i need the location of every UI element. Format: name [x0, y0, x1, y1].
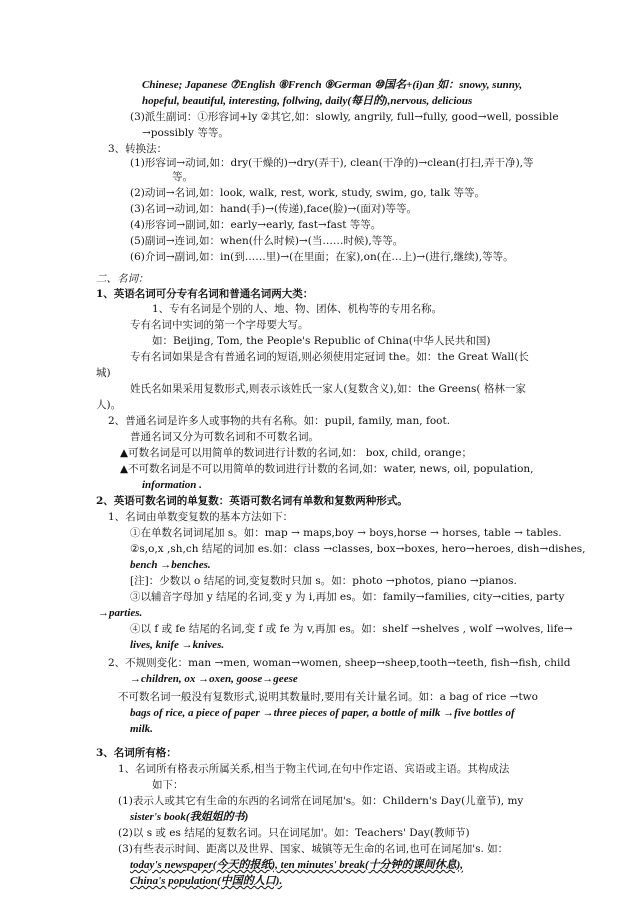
text-segment: 1、英语名词可分专有名词和普通名词两大类：: [96, 288, 314, 300]
text-line: [118, 842, 508, 856]
text-segment: bags of rice, a piece of paper →three pieces of paper, a bottle of milk →five bottles of: [130, 707, 515, 719]
text-line: [98, 606, 142, 620]
text-line: [130, 430, 319, 444]
text-segment: 如：Beijing, Tom, the People's Republic of China(中华人民共和国): [152, 335, 491, 347]
text-line: [130, 526, 562, 540]
text-line: [130, 318, 309, 332]
text-segment: lives, knife →knives.: [130, 639, 225, 651]
text-line: [108, 510, 293, 524]
text-segment: [注]：少数以 o 结尾的词,变复数时只加 s。如：photo →photos, piano →pianos.: [130, 575, 517, 587]
text-line: [130, 706, 515, 720]
text-segment: 2、不规则变化：man →men, woman→women, sheep→sheep,tooth→teeth, fish→fish, child: [108, 657, 571, 669]
text-line: [130, 382, 526, 396]
text-segment: today's newspaper(今天的报纸), ten minutes' break(十分钟的课间休息),: [130, 859, 464, 871]
text-line: [130, 218, 381, 232]
text-line: [96, 398, 121, 412]
text-line: [142, 478, 202, 492]
text-segment: 人)。: [96, 399, 122, 411]
text-line: [152, 302, 442, 316]
text-line: [130, 186, 485, 200]
text-segment: sister's book(我姐姐的书): [130, 811, 249, 823]
text-segment: 3、转换法：: [108, 143, 168, 155]
text-segment: (3)派生副词：①形容词+ly ②其它,如：slowly, angrily, full→fully, good→well, possible: [130, 111, 559, 123]
text-segment: ①在单数名词词尾加 s。如：map → maps,boy → boys,horse → horses, table → tables.: [130, 527, 562, 539]
text-segment: bench →benches.: [130, 559, 211, 571]
text-segment: hopeful, beautiful, interesting, follwing, daily(每日的),nervous, delicious: [142, 95, 473, 107]
text-segment: milk.: [130, 723, 153, 735]
text-line: [130, 542, 586, 556]
text-line: [130, 110, 559, 124]
text-segment: 2、英语可数名词的单复数：英语可数名词有单数和复数两种形式。: [96, 495, 408, 507]
text-segment: Chinese; Japanese ⑦English ⑧French ⑨German ⑩国名+(i)an 如：snowy, sunny,: [142, 79, 523, 91]
text-segment: 专有名词中实词的第一个字母要大写。: [130, 319, 309, 331]
text-line: [130, 156, 534, 170]
section-heading: [96, 272, 149, 286]
section-heading: [96, 494, 408, 508]
text-segment: 不可数名词一般没有复数形式,说明其数量时,要用有关计量名词。如：a bag of rice →two: [118, 691, 538, 703]
section-heading: [96, 746, 177, 760]
text-segment: 姓氏名如果采用复数形式,则表示该姓氏一家人(复数含义),如：the Greens( 格林一家: [130, 383, 526, 395]
text-segment: 城): [96, 367, 111, 379]
text-line: [120, 446, 472, 460]
text-segment: (4)形容词→副词,如：early→early, fast→fast 等等。: [130, 219, 382, 231]
text-line: [120, 462, 534, 476]
text-segment: ②s,o,x ,sh,ch 结尾的词加 es.如：class →classes, box→boxes, hero→heroes, dish→dishes,: [130, 543, 586, 555]
text-line: [142, 94, 472, 108]
text-segment: (1)表示人或其它有生命的东西的名词常在词尾加's。如：Childern's Day(儿童节), my: [118, 795, 524, 807]
text-segment: →parties.: [98, 607, 143, 619]
text-line: [130, 574, 517, 588]
text-segment: →children, ox →oxen, goose→geese: [130, 673, 298, 685]
text-line: [152, 778, 184, 792]
text-segment: information .: [142, 479, 202, 491]
text-segment: (2)以 s 或 es 结尾的复数名词。只在词尾加'。如：Teachers' Day(教师节): [118, 827, 470, 839]
text-segment: (2)动词→名词,如：look, walk, rest, work, study, swim, go, talk 等等。: [130, 187, 486, 199]
text-line: [108, 414, 450, 428]
text-line: [118, 690, 538, 704]
text-line: [130, 202, 417, 216]
subsection-heading: [108, 142, 167, 156]
text-segment: (3)有些表示时间、距离以及世界、国家、城镇等无生命的名词,也可在词尾加's. 如：: [118, 843, 509, 855]
text-segment: 等。: [172, 171, 193, 183]
text-line: [130, 234, 403, 248]
text-line: [130, 638, 224, 652]
text-line: [96, 366, 111, 380]
text-line: [130, 558, 211, 572]
text-segment: 1、名词所有格表示所属关系,相当于物主代词,在句中作定语、宾语或主语。其构成法: [118, 763, 510, 775]
text-segment: ④以 f 或 fe 结尾的名词,变 f 或 fe 为 v,再加 es。如：shelf →shelves , wolf →wolves, life→: [130, 623, 573, 635]
text-segment: 1、名词由单数变复数的基本方法如下：: [108, 511, 294, 523]
text-segment: (6)介词→副词,如：in(到……里)→(在里面；在家),on(在…上)→(进行,继续),等等。: [130, 251, 514, 263]
text-segment: →possibly 等等。: [142, 127, 229, 139]
text-segment: 2、普通名词是许多人或事物的共有名称。如：pupil, family, man, foot.: [108, 415, 451, 427]
text-line: [118, 826, 470, 840]
text-segment: 3、名词所有格：: [96, 747, 177, 759]
text-segment: 1、专有名词是个别的人、地、物、团体、机构等的专用名称。: [152, 303, 443, 315]
text-line: [142, 126, 229, 140]
section-heading: [96, 287, 313, 301]
text-line: [130, 622, 573, 636]
text-line: [130, 810, 248, 824]
text-segment: 二、名词：: [96, 273, 149, 285]
text-segment: China's population(中国的人口).: [130, 875, 283, 887]
text-line: [130, 590, 564, 604]
text-segment: (5)副词→连词,如：when(什么时候)→(当……时候),等等。: [130, 235, 404, 247]
text-segment: ▲不可数名词是不可以用简单的数词进行计数的名词,如：water, news, oil, population,: [120, 463, 534, 475]
text-segment: ③以辅音字母加 y 结尾的名词,变 y 为 i,再加 es。如：family→families, city→cities, party: [130, 591, 565, 603]
text-line: [118, 794, 523, 808]
text-line: [108, 656, 570, 670]
text-segment: 专有名词如果是含有普通名词的短语,则必须使用定冠词 the。如：the Great Wall(长: [130, 351, 529, 363]
text-line: [142, 78, 522, 92]
text-segment: (3)名词→动词,如：hand(手)→(传递),face(脸)→(面对)等等。: [130, 203, 417, 215]
text-line: [130, 250, 514, 264]
text-line: [130, 722, 153, 736]
text-line: [172, 170, 193, 184]
text-line: [130, 858, 463, 872]
text-segment: 普通名词又分为可数名词和不可数名词。: [130, 431, 319, 443]
text-segment: (1)形容词→动词,如：dry(干燥的)→dry(弄干), clean(干净的)→clean(打扫,弄干净),等: [130, 157, 534, 169]
text-line: [118, 762, 509, 776]
text-line: [130, 350, 529, 364]
text-segment: 如下：: [152, 779, 184, 791]
text-line: [130, 874, 282, 888]
text-line: [152, 334, 490, 348]
text-segment: ▲可数名词是可以用简单的数词进行计数的名词,如： box, child, orange；: [120, 447, 472, 459]
text-line: [130, 672, 298, 686]
